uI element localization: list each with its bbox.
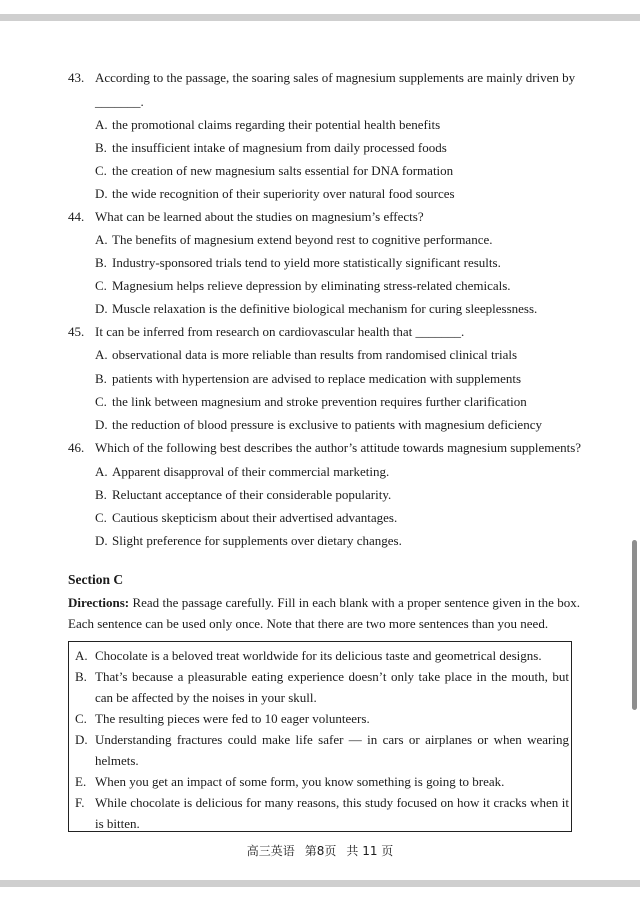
option-text: Apparent disapproval of their commercial marketing. — [112, 464, 390, 479]
sentence-text: That’s because a pleasurable eating experience doesn’t only take place in the mouth, but can be affected by the noises in your skull. — [95, 669, 569, 705]
box-sentence-e — [75, 771, 569, 792]
option-letter: A. — [95, 464, 108, 479]
question-43-option-d[interactable] — [95, 182, 595, 205]
question-43-option-b[interactable] — [95, 136, 595, 159]
option-letter: D. — [95, 417, 108, 432]
option-letter: A. — [95, 232, 108, 247]
question-text: According to the passage, the soaring sales of magnesium supplements are mainly driven by — [95, 70, 576, 85]
sentence-text: Understanding fractures could make life safer — in cars or airplanes or when wearing helmets. — [95, 732, 569, 768]
question-46-option-c[interactable] — [95, 506, 595, 529]
question-number: 45. — [68, 324, 85, 339]
box-sentence-a — [75, 645, 569, 666]
option-letter: D. — [95, 533, 108, 548]
sentence-letter: E. — [75, 774, 87, 789]
option-letter: D. — [95, 301, 108, 316]
question-text: It can be inferred from research on cardiovascular health that _______. — [95, 324, 465, 339]
sentence-letter: F. — [75, 795, 85, 810]
question-45-stem — [68, 320, 578, 343]
question-43-blank: _______. — [95, 94, 144, 109]
option-text: observational data is more reliable than results from randomised clinical trials — [112, 347, 518, 362]
option-letter: C. — [95, 278, 107, 293]
question-45-option-d[interactable] — [95, 413, 595, 436]
sentence-box — [68, 641, 572, 832]
option-text: Magnesium helps relieve depression by eliminating stress-related chemicals. — [112, 278, 511, 293]
option-text: Industry-sponsored trials tend to yield more statistically significant results. — [112, 255, 501, 270]
question-46-option-d[interactable] — [95, 529, 595, 552]
question-45-option-b[interactable] — [95, 367, 595, 390]
option-text: the link between magnesium and stroke prevention requires further clarification — [112, 394, 527, 409]
question-text: What can be learned about the studies on magnesium’s effects? — [95, 209, 424, 224]
option-text: the reduction of blood pressure is exclusive to patients with magnesium deficiency — [112, 417, 542, 432]
page-footer — [0, 842, 640, 859]
sentence-letter: D. — [75, 732, 88, 747]
question-text: Which of the following best describes the author’s attitude towards magnesium supplements? — [95, 440, 582, 455]
option-text: Muscle relaxation is the definitive biological mechanism for curing sleeplessness. — [112, 301, 538, 316]
option-text: the insufficient intake of magnesium from daily processed foods — [112, 140, 447, 155]
box-sentence-f — [75, 792, 569, 834]
section-c-title: Section C — [68, 572, 124, 587]
sentence-letter: C. — [75, 711, 87, 726]
option-text: the creation of new magnesium salts essential for DNA formation — [112, 163, 454, 178]
option-letter: D. — [95, 186, 108, 201]
option-letter: C. — [95, 394, 107, 409]
option-letter: B. — [95, 371, 107, 386]
directions-text: Read the passage carefully. Fill in each blank with a proper sentence given in the box. Each sentence can be used only once. Note that there are two more sentences than you need. — [68, 595, 580, 631]
question-43-option-a[interactable] — [95, 113, 595, 136]
option-letter: C. — [95, 510, 107, 525]
question-number: 44. — [68, 209, 85, 224]
question-45-option-c[interactable] — [95, 390, 595, 413]
option-letter: B. — [95, 255, 107, 270]
question-44-option-d[interactable] — [95, 297, 595, 320]
question-44-stem — [68, 205, 578, 228]
question-number: 46. — [68, 440, 85, 455]
sentence-text: While chocolate is delicious for many reasons, this study focused on how it cracks when it is bitten. — [95, 795, 569, 831]
question-46-option-a[interactable] — [95, 460, 595, 483]
footer-total-pages: 共 11 页 — [346, 844, 394, 858]
option-text: the wide recognition of their superiority over natural food sources — [112, 186, 455, 201]
question-43-stem — [68, 66, 578, 89]
option-letter: B. — [95, 140, 107, 155]
option-letter: B. — [95, 487, 107, 502]
option-text: Reluctant acceptance of their considerable popularity. — [112, 487, 392, 502]
sentence-text: The resulting pieces were fed to 10 eager volunteers. — [95, 711, 370, 726]
directions-label: Directions: — [68, 595, 130, 610]
sentence-text: When you get an impact of some form, you know something is going to break. — [95, 774, 505, 789]
sentence-letter: A. — [75, 648, 88, 663]
option-text: Cautious skepticism about their advertised advantages. — [112, 510, 398, 525]
option-text: Slight preference for supplements over dietary changes. — [112, 533, 402, 548]
option-text: The benefits of magnesium extend beyond rest to cognitive performance. — [112, 232, 493, 247]
question-43-option-c[interactable] — [95, 159, 595, 182]
option-text: the promotional claims regarding their potential health benefits — [112, 117, 441, 132]
question-44-option-b[interactable] — [95, 251, 595, 274]
question-46-stem — [68, 436, 582, 459]
question-44-option-c[interactable] — [95, 274, 595, 297]
question-46-option-b[interactable] — [95, 483, 595, 506]
option-text: patients with hypertension are advised to replace medication with supplements — [112, 371, 522, 386]
question-45-option-a[interactable] — [95, 343, 595, 366]
box-sentence-d — [75, 729, 569, 771]
question-44-option-a[interactable] — [95, 228, 595, 251]
option-letter: A. — [95, 347, 108, 362]
footer-subject: 高三英语 — [246, 844, 295, 858]
footer-page-number: 第8页 — [304, 844, 337, 858]
sentence-text: Chocolate is a beloved treat worldwide for its delicious taste and geometrical designs. — [95, 648, 542, 663]
box-sentence-b — [75, 666, 569, 708]
option-letter: A. — [95, 117, 108, 132]
option-letter: C. — [95, 163, 107, 178]
question-number: 43. — [68, 70, 85, 85]
sentence-letter: B. — [75, 669, 87, 684]
box-sentence-c — [75, 708, 569, 729]
section-c-directions — [68, 592, 580, 634]
